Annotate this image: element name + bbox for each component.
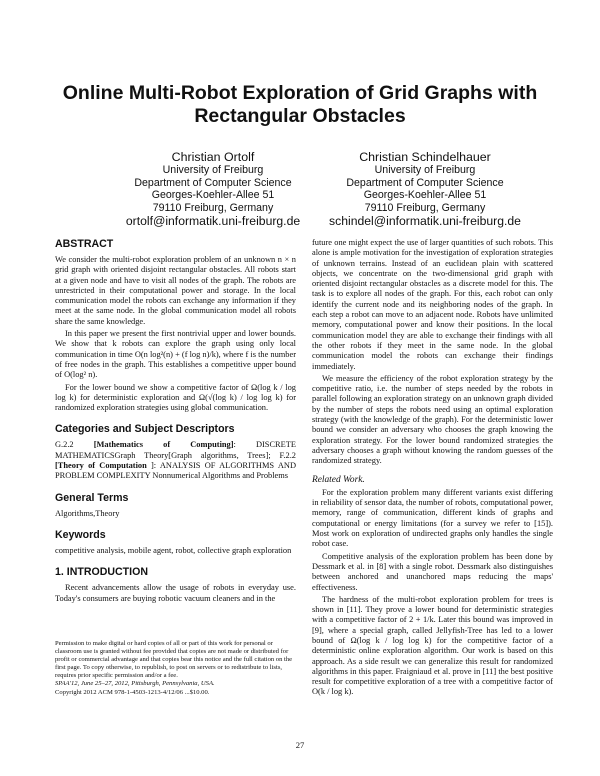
- body-paragraph: The hardness of the multi-robot exploration problem for trees is shown in [11]. They prove a lower bound for deterministic strategies with a competitive factor of 2 + 1/k. Later this bound was improved in [9], where a special graph, called Jellyfish-Tree has led to a lower bound of Ω(log k / log log k) for the competitive factor of a deterministic online exploration algorithm. Our work is based on this approach. As a side result we can generalize this result for randomized algorithms in this paper. Fraigniaud et al. prove in [11] the best positive result for competitive exploration of a tree with a competitive factor of O(k / log k).: [312, 594, 553, 697]
- copyright-line: Copyright 2012 ACM 978-1-4503-1213-4/12/06 ...$10.00.: [55, 688, 210, 696]
- paper-title: [40, 82, 560, 128]
- conference-venue: SPAA'12, June 25–27, 2012, Pittsburgh, Pennsylvania, USA.: [55, 680, 215, 688]
- author-street: Georges-Koehler-Allee 51: [151, 189, 275, 202]
- author-city: 79110 Freiburg, Germany: [364, 201, 486, 214]
- author-name: Christian Schindelhauer: [359, 150, 491, 164]
- permission-footnote: [55, 640, 297, 697]
- categories-text: G.2.2 [Mathematics of Computing]: DISCRETE MATHEMATICSGraph Theory[Graph algorithms, Trees]; F.2.2 [Theory of Computation ]: ANALYSIS OF ALGORITHMS AND PROBLEM COMPLEXITY Nonnumerical Algorithms and Problems: [55, 440, 296, 481]
- keywords-heading: Keywords: [55, 528, 106, 541]
- author-email: ortolf@informatik.uni-freiburg.de: [125, 214, 301, 229]
- author-city: 79110 Freiburg, Germany: [152, 201, 274, 214]
- keywords-text: competitive analysis, mobile agent, robot, collective graph exploration: [55, 545, 292, 555]
- title-line-1: Online Multi-Robot Exploration of Grid Graphs with: [62, 82, 538, 104]
- general-terms-text: Algorithms,Theory: [55, 508, 120, 518]
- author-email: schindel@informatik.uni-freiburg.de: [329, 214, 521, 229]
- left-column: [55, 238, 296, 604]
- abstract-paragraph: In this paper we present the first nontrivial upper and lower bounds. We show that k robots can explore the graph using only local communication in time O(n log²(n) + (f log n)/k), where f is the number of free nodes in the graph. This establishes a competitive upper bound of O(log² n).: [55, 329, 296, 380]
- author-block-2: [300, 150, 550, 228]
- abstract-paragraph: For the lower bound we show a competitive factor of Ω(log k / log log k) for deterministic exploration and Ω(√(log k) / log log k) for randomized exploration strategies using global communication.: [55, 382, 296, 413]
- author-university: University of Freiburg: [162, 164, 264, 176]
- introduction-heading: 1. INTRODUCTION: [55, 566, 148, 579]
- abstract-paragraph: We consider the multi-robot exploration problem of an unknown n × n grid graph with oriented disjoint rectangular obstacles. All robots start at a given node and have to visit all nodes of the graph. The robots are unrestricted in their computational power and storage. In the local communication model the robots can exchange any information if they meet at the same node. In the global communication model all robots share the same knowledge.: [55, 255, 296, 326]
- author-street: Georges-Koehler-Allee 51: [363, 189, 487, 202]
- body-paragraph: Competitive analysis of the exploration problem has been done by Dessmark et al. in [8] with a single robot. Dessmark also distinguishes between anchored and unanchored maps reducing the maps' effectiveness.: [312, 551, 553, 592]
- related-work-heading: Related Work.: [312, 474, 365, 485]
- abstract-heading: ABSTRACT: [55, 238, 114, 250]
- author-name: Christian Ortolf: [171, 150, 255, 164]
- introduction-paragraph: Recent advancements allow the usage of robots in everyday use. Today's consumers are buying robotic vacuum cleaners and in the: [55, 583, 296, 603]
- author-department: Department of Computer Science: [134, 176, 292, 189]
- right-column: [312, 238, 553, 698]
- page-number: 27: [295, 740, 305, 750]
- body-paragraph: For the exploration problem many different variants exist differing in reliability of sensor data, the number of robots, computational power, memory, range of communication, different kinds of graphs and computational or energy limitations (for a survey we refer to [15]). Most work on exploration of undirected graphs only handles the single robot case.: [312, 487, 553, 549]
- author-university: University of Freiburg: [374, 164, 476, 176]
- general-terms-heading: General Terms: [55, 491, 129, 504]
- body-paragraph: We measure the efficiency of the robot exploration strategy by the competitive ratio, i.e. the number of steps needed by the robots in parallel following an exploration strategy on an unknown graph divided by the number of steps the robots need using an optimal exploration strategy (with the knowledge of the graph). For the deterministic lower bound we consider an adversary who chooses the graph knowing the exploration strategy. For the lower bound randomized strategies the adversary chooses a graph without knowing the random guesses of the randomized strategy.: [312, 373, 553, 466]
- categories-heading: Categories and Subject Descriptors: [55, 423, 235, 436]
- author-department: Department of Computer Science: [346, 176, 504, 189]
- title-line-2: Rectangular Obstacles: [194, 105, 406, 127]
- permission-text: Permission to make digital or hard copies of all or part of this work for personal or classroom use is granted without fee provided that copies are not made or distributed for profit or commercial advantage and that copies bear this notice and the full citation on the first page. To copy otherwise, to republish, to post on servers or to redistribute to lists, requires prior specific permission and/or a fee.: [55, 640, 293, 680]
- body-paragraph: future one might expect the use of larger quantities of such robots. This alone is ample motivation for the investigation of exploration strategies of unknown terrains. Instead of an euclidean plain with scattered objects, we concentrate on the two-dimensional grid graph with oriented disjoint rectangular obstacles as a discrete model for this. The task is to explore all nodes of the graph. For this, each robot can only identify the current node and its neighboring nodes of the graph. In each step a robot can move to an adjacent node. Robots have unlimited memory, computational power and know their positions. In the local communication model they are able to exchange their findings with all the other robots if they meet in the same node. In the global communication model the robots can exchange their findings immediately.: [312, 238, 553, 371]
